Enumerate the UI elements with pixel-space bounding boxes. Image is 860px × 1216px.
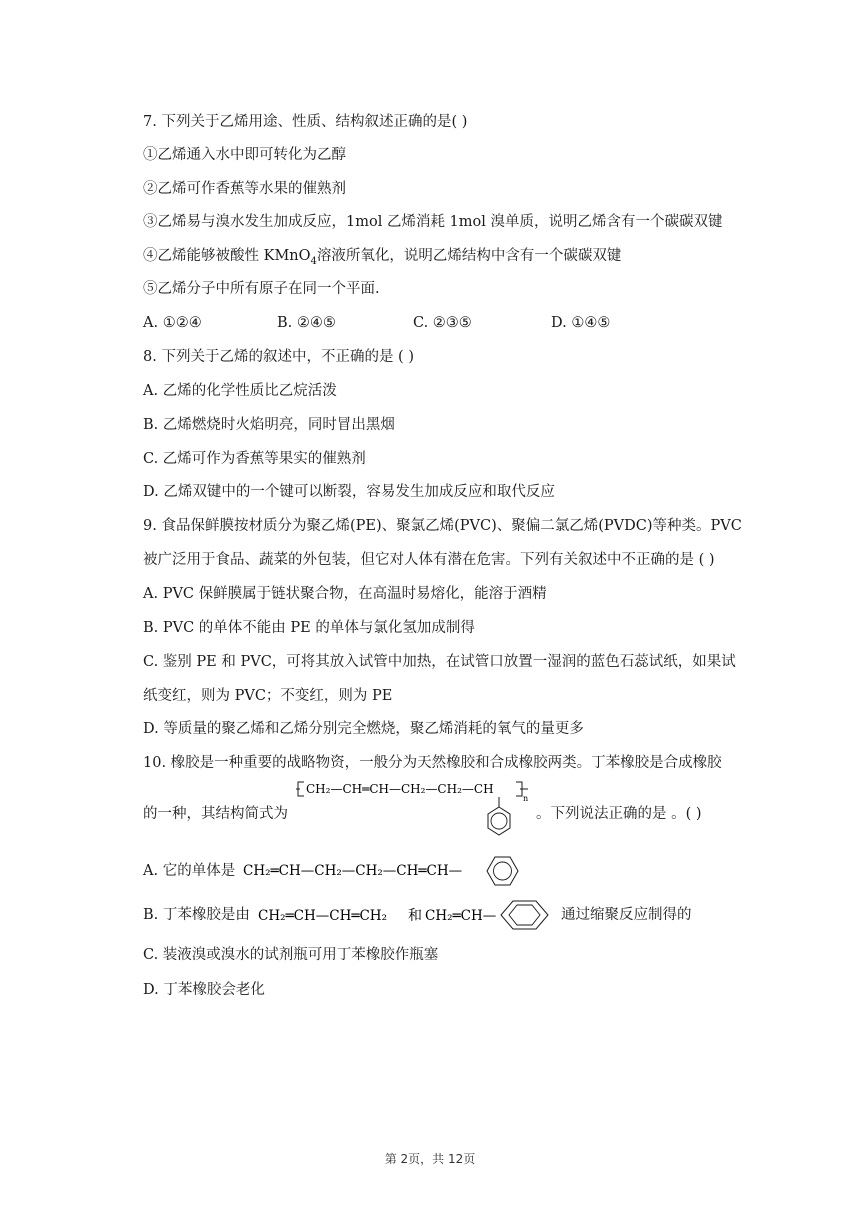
q7-item-4-pre: ④乙烯能够被酸性 KMnO: [143, 248, 311, 264]
q7-option-a: A. ①②④: [143, 315, 202, 331]
page-footer: 第 2页，共 12页: [384, 1152, 476, 1166]
polymer-structure: [296, 774, 530, 852]
benzene-ring-icon: [487, 857, 518, 885]
benzene-ring-inner-icon: [494, 862, 512, 880]
q10-option-b-label: B. 丁苯橡胶是由: [143, 907, 250, 923]
q10-option-a-label: A. 它的单体是: [143, 863, 236, 879]
q7-item-1: ①乙烯通入水中即可转化为乙醇: [143, 147, 346, 163]
q10-stem-line1: 10. 橡胶是一种重要的战略物资，一般分为天然橡胶和合成橡胶两类。丁苯橡胶是合成橡胶: [143, 755, 722, 771]
q8-stem: 8. 下列关于乙烯的叙述中，不正确的是 ( ): [143, 349, 414, 365]
q7-option-c: C. ②③⑤: [413, 315, 472, 331]
q8-option-d: D. 乙烯双键中的一个键可以断裂，容易发生加成反应和取代反应: [143, 484, 555, 500]
q7-option-d: D. ①④⑤: [551, 315, 611, 331]
q10-option-a-formula: CH₂═CH—CH₂—CH₂—CH═CH—: [243, 863, 463, 879]
q10-option-b-formula1: CH₂═CH—CH═CH₂: [258, 908, 387, 924]
benzene-ring-inner-icon: [491, 813, 507, 829]
q7-option-b: B. ②④⑤: [277, 315, 336, 331]
q7-item-4: [143, 246, 621, 272]
q9-option-d: D. 等质量的聚乙烯和乙烯分别完全燃烧，聚乙烯消耗的氧气的量更多: [143, 721, 584, 737]
q10-stem-line2-post: 。下列说法正确的是 。( ): [536, 806, 702, 822]
q9-option-a: A. PVC 保鲜膜属于链状聚合物，在高温时易熔化，能溶于酒精: [143, 586, 547, 602]
q9-stem-line2: 被广泛用于食品、蔬菜的外包装，但它对人体有潜在危害。下列有关叙述中不正确的是 ( ): [143, 552, 715, 568]
q10-option-a-structure: [243, 851, 533, 891]
q7-item-4-sub: 4: [310, 255, 317, 267]
q9-option-c-cont: 纸变红，则为 PVC；不变红，则为 PE: [143, 688, 393, 704]
polymer-n: n: [523, 794, 529, 803]
polymer-formula: CH₂—CH═CH—CH₂—CH₂—CH: [306, 782, 494, 796]
q7-item-2: ②乙烯可作香蕉等水果的催熟剂: [143, 181, 346, 197]
q9-option-c: C. 鉴别 PE 和 PVC，可将其放入试管中加热，在试管口放置一湿润的蓝色石蕊试纸，如果试: [143, 654, 736, 670]
q8-option-a: A. 乙烯的化学性质比乙烷活泼: [143, 383, 337, 399]
q7-item-3: ③乙烯易与溴水发生加成反应，1mol 乙烯消耗 1mol 溴单质，说明乙烯含有一个碳碳双键: [143, 214, 723, 230]
q8-option-b: B. 乙烯燃烧时火焰明亮，同时冒出黑烟: [143, 417, 395, 433]
q10-option-b-structure: [258, 895, 558, 935]
q7-stem: 7. 下列关于乙烯用途、性质、结构叙述正确的是( ): [143, 114, 468, 130]
q7-item-5: ⑤乙烯分子中所有原子在同一个平面.: [143, 281, 380, 297]
q9-option-b: B. PVC 的单体不能由 PE 的单体与氯化氢加成制得: [143, 620, 475, 636]
benzene-ring-inner-icon: [509, 905, 540, 925]
q10-option-b-and: 和: [408, 908, 422, 924]
q9-stem-line1: 9. 食品保鲜膜按材质分为聚乙烯(PE)、聚氯乙烯(PVC)、聚偏二氯乙烯(PVDC)等种类。PVC: [143, 518, 742, 534]
q10-option-d: D. 丁苯橡胶会老化: [143, 982, 265, 998]
q10-option-c: C. 装液溴或溴水的试剂瓶可用丁苯橡胶作瓶塞: [143, 947, 439, 963]
q10-option-b-formula2: CH₂═CH—: [425, 908, 497, 924]
q8-option-c: C. 乙烯可作为香蕉等果实的催熟剂: [143, 451, 366, 467]
q10-option-b-tail: 通过缩聚反应制得的: [561, 907, 692, 923]
q10-stem-line2-pre: 的一种，其结构简式为: [143, 806, 288, 822]
q7-item-4-post: 溶液所氧化，说明乙烯结构中含有一个碳碳双键: [316, 248, 622, 264]
